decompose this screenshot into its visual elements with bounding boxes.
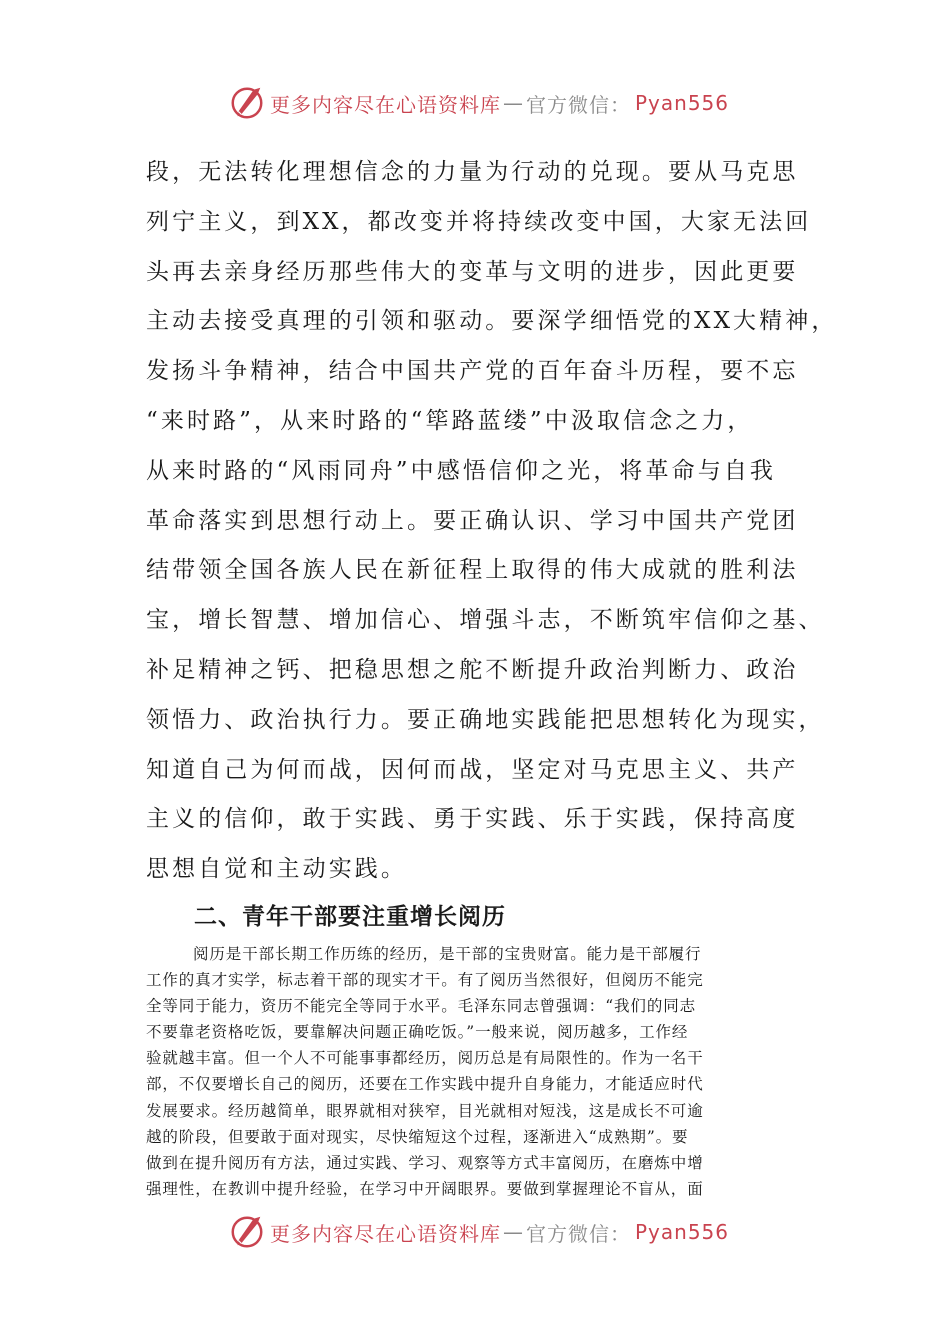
paragraph-line: 结带领全国各族人民在新征程上取得的伟大成就的胜利法 — [146, 557, 799, 584]
paragraph-line: 列宁主义，到XX，都改变并将持续改变中国，大家无法回 — [146, 208, 812, 235]
paragraph-line: 思想自觉和主动实践。 — [146, 856, 407, 883]
banner-wechat-label: 官方微信： — [526, 92, 631, 117]
paragraph-line: 发展要求。经历越简单，眼界就相对狭窄，目光就相对短浅，这是成长不可逾 — [146, 1101, 704, 1120]
body-paragraph-continued — [146, 148, 838, 895]
paragraph-line: 做到在提升阅历有方法，通过实践、学习、观察等方式丰富阅历，在磨炼中增 — [146, 1153, 704, 1172]
paragraph-line: 主动去接受真理的引领和驱动。要深学细悟党的XX大精神， — [146, 308, 838, 335]
paragraph-line: 部，不仅要增长自己的阅历，还要在工作实践中提升自身能力，才能适应时代 — [146, 1075, 704, 1094]
paragraph-line: 段，无法转化理想信念的力量为行动的兑现。要从马克思 — [146, 159, 799, 185]
paragraph-line: 从来时路的“风雨同舟”中感悟信仰之光，将革命与自我 — [146, 457, 777, 484]
banner-separator: — — [503, 91, 524, 115]
paragraph-line: 不要靠老资格吃饭，要靠解决问题正确吃饭。”一般来说，阅历越多，工作经 — [146, 1023, 689, 1042]
paragraph-line: 知道自己为何而战，因何而战，坚定对马克思主义、共产 — [146, 756, 799, 783]
paragraph-line: 头再去亲身经历那些伟大的变革与文明的进步，因此更要 — [146, 258, 799, 285]
paragraph-line: 宝，增长智慧、增加信心、增强斗志，不断筑牢信仰之基、 — [146, 607, 825, 634]
header-watermark-banner — [228, 83, 729, 123]
banner-wechat-label: 官方微信： — [526, 1221, 631, 1246]
footer-watermark-banner — [228, 1212, 729, 1252]
paragraph-line: 验就越丰富。但一个人不可能事事都经历，阅历总是有局限性的。作为一名干 — [146, 1049, 704, 1068]
banner-main-text: 更多内容尽在心语资料库 — [270, 1221, 501, 1246]
paragraph-line: 强理性，在教训中提升经验，在学习中开阔眼界。要做到掌握理论不盲从，面 — [146, 1179, 704, 1198]
paragraph-line: 工作的真才实学，标志着干部的现实才干。有了阅历当然很好，但阅历不能完 — [146, 971, 704, 990]
paragraph-line: 越的阶段，但要敢于面对现实，尽快缩短这个过程，逐渐进入“成熟期”。要 — [146, 1127, 689, 1146]
banner-wechat-id: Pyan556 — [635, 91, 730, 115]
paragraph-line: “来时路”，从来时路的“筚路蓝缕”中汲取信念之力， — [146, 407, 754, 434]
paragraph-line: 领悟力、政治执行力。要正确地实践能把思想转化为现实， — [146, 706, 825, 733]
paragraph-line: 革命落实到思想行动上。要正确认识、学习中国共产党团 — [146, 507, 799, 534]
paragraph-line: 主义的信仰，敢于实践、勇于实践、乐于实践，保持高度 — [146, 806, 799, 833]
paragraph-line: 全等同于能力，资历不能完全等同于水平。毛泽东同志曾强调：“我们的同志 — [146, 997, 697, 1016]
quill-logo-icon — [228, 84, 266, 122]
banner-separator: — — [503, 1220, 524, 1244]
paragraph-line: 补足精神之钙、把稳思想之舵不断提升政治判断力、政治 — [146, 656, 799, 683]
quill-logo-icon — [228, 1213, 266, 1251]
body-paragraph-section-two — [146, 941, 806, 1202]
banner-main-text: 更多内容尽在心语资料库 — [270, 92, 501, 117]
paragraph-line: 发扬斗争精神，结合中国共产党的百年奋斗历程，要不忘 — [146, 358, 799, 385]
paragraph-line: 阅历是干部长期工作历练的经历，是干部的宝贵财富。能力是干部履行 — [193, 945, 702, 963]
banner-wechat-id: Pyan556 — [635, 1220, 730, 1244]
section-heading: 二、青年干部要注重增长阅历 — [194, 904, 506, 930]
